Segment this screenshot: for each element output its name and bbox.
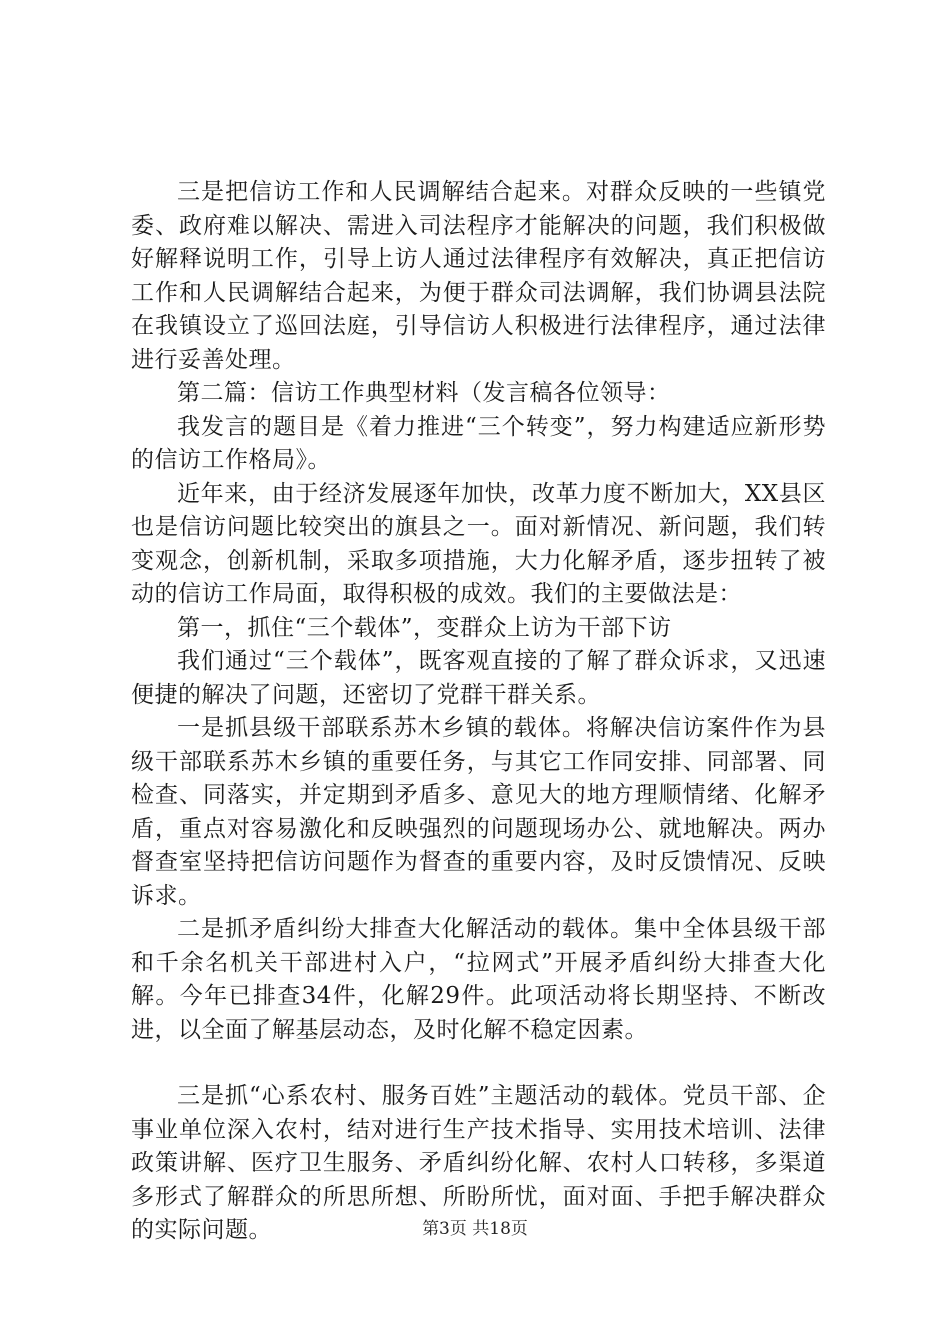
paragraph: 三是把信访工作和人民调解结合起来。对群众反映的一些镇党委、政府难以解决、需进入司法程序才能解决的问题，我们积极做好解释说明工作，引导上访人通过法律程序有效解决，真正把信访工作和人民调解结合起来，为便于群众司法调解，我们协调县法院在我镇设立了巡回法庭，引导信访人积极进行法律程序，通过法律进行妥善处理。 bbox=[131, 179, 826, 373]
page-number-footer: 第3页 共18页 bbox=[422, 1219, 528, 1239]
subheading: 第一，抓住“三个载体”，变群众上访为干部下访 bbox=[177, 614, 672, 641]
paragraph: 三是抓“心系农村、服务百姓”主题活动的载体。党员干部、企事业单位深入农村，结对进行生产技术指导、实用技术培训、法律政策讲解、医疗卫生服务、矛盾纠纷化解、农村人口转移，多渠道多形式了解群众的所思所想、所盼所忧，面对面、手把手解决群众的实际问题。 bbox=[131, 1083, 826, 1243]
paragraph: 我发言的题目是《着力推进“三个转变”，努力构建适应新形势的信访工作格局》。 bbox=[131, 413, 826, 473]
paragraph: 近年来，由于经济发展逐年加快，改革力度不断加大，XX县区也是信访问题比较突出的旗县之一。面对新情况、新问题，我们转变观念，创新机制，采取多项措施，大力化解矛盾，逐步扭转了被动的信访工作局面，取得积极的成效。我们的主要做法是： bbox=[131, 480, 826, 607]
document-body bbox=[131, 176, 826, 1248]
paragraph: 我们通过“三个载体”，既客观直接的了解了群众诉求，又迅速便捷的解决了问题，还密切了党群干群关系。 bbox=[131, 648, 826, 708]
section-heading: 第二篇：信访工作典型材料（发言稿各位领导： bbox=[177, 380, 671, 406]
paragraph: 二是抓矛盾纠纷大排查大化解活动的载体。集中全体县级干部和千余名机关干部进村入户，“拉网式”开展矛盾纠纷大排查大化解。今年已排查34件，化解29件。此项活动将长期坚持、不断改进，以全面了解基层动态，及时化解不稳定因素。 bbox=[131, 916, 826, 1043]
paragraph: 一是抓县级干部联系苏木乡镇的载体。将解决信访案件作为县级干部联系苏木乡镇的重要任务，与其它工作同安排、同部署、同检查、同落实，并定期到矛盾多、意见大的地方理顺情绪、化解矛盾，重点对容易激化和反映强烈的问题现场办公、就地解决。两办督查室坚持把信访问题作为督查的重要内容，及时反馈情况、反映诉求。 bbox=[131, 715, 826, 909]
